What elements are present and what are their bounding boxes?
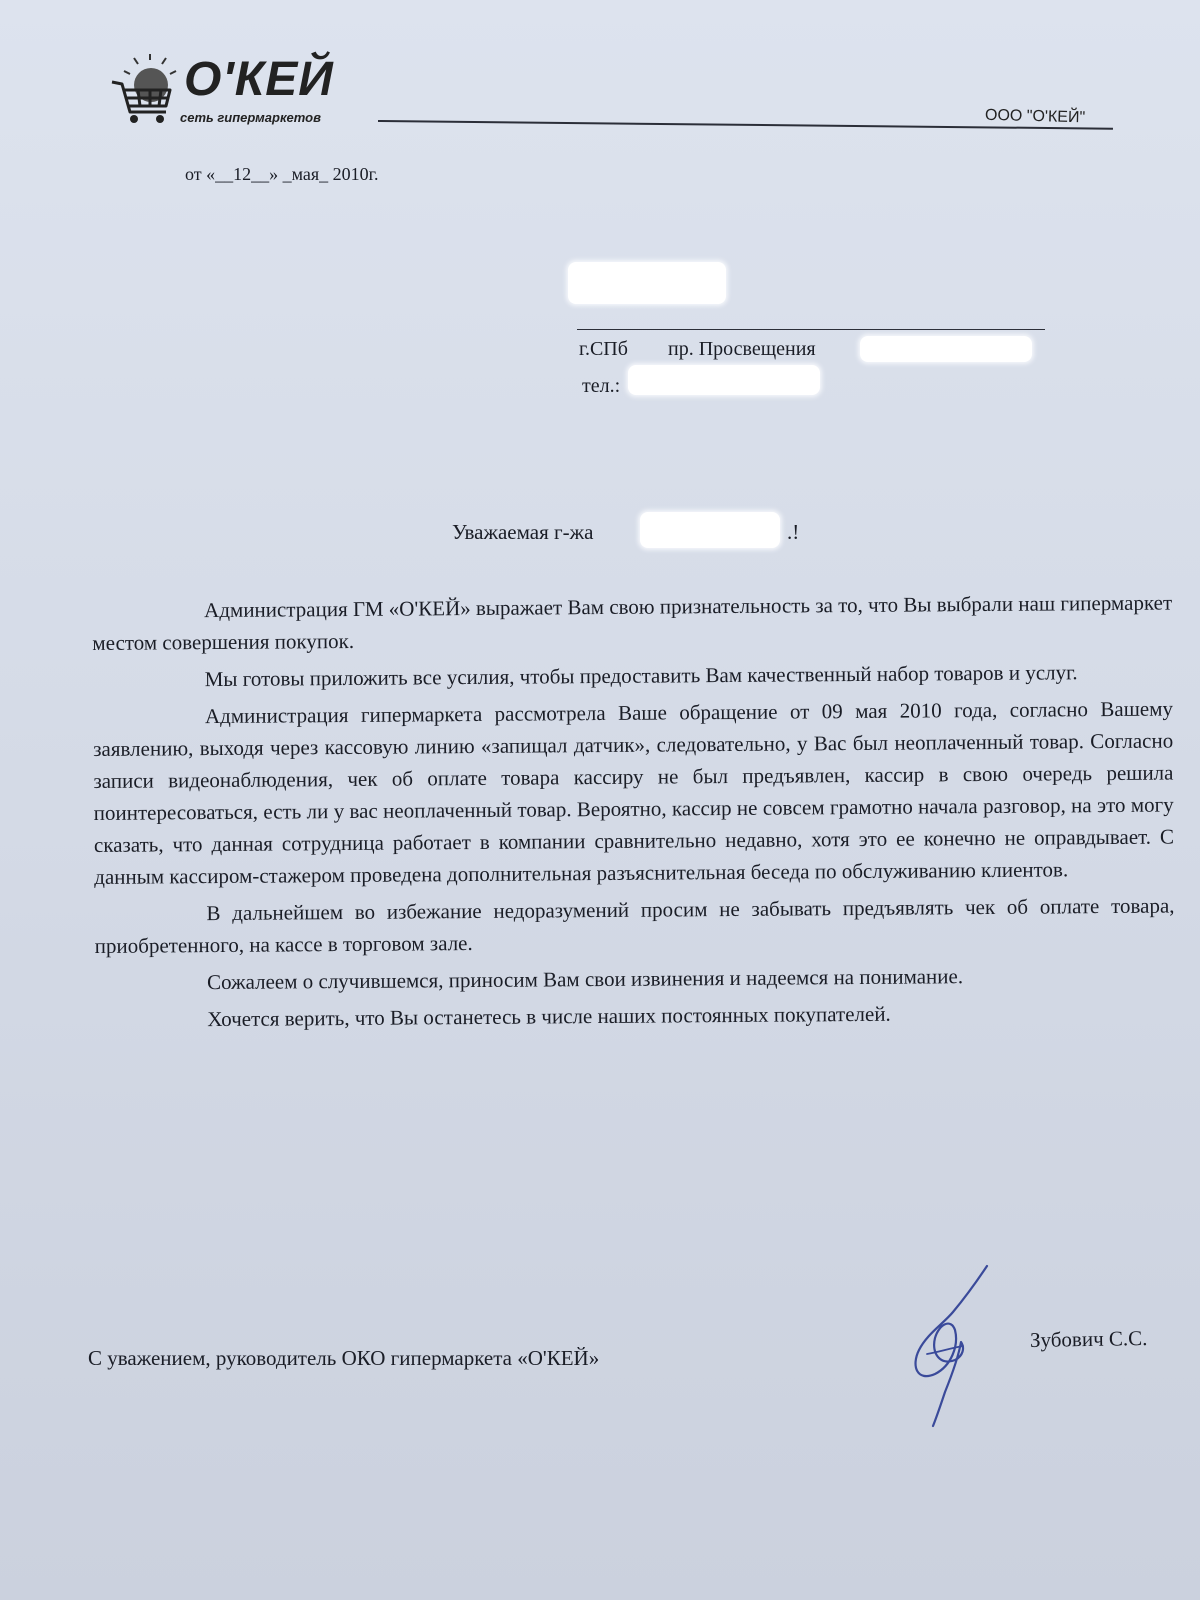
redacted-phone xyxy=(628,365,820,395)
logo-name: О'КЕЙ xyxy=(184,53,334,106)
letter-date: от «__12__» _мая_ 2010г. xyxy=(185,164,379,184)
body-paragraph: Мы готовы приложить все усилия, чтобы предоставить Вам качественный набор товаров и услуг. xyxy=(204,660,1078,692)
letter-body xyxy=(92,587,1175,1041)
greeting-end: .! xyxy=(787,520,800,544)
address-street: пр. Просвещения xyxy=(668,338,816,360)
greeting: Уважаемая г-жа xyxy=(452,520,594,544)
address-city: г.СПб xyxy=(579,338,628,360)
body-paragraph: Администрация гипермаркета рассмотрела Ваше обращение от 09 мая 2010 года, согласно Вашему заявлению, выходя через кассовую линию «запищал датчик», следовательно, у Вас был неоплаченный товар. Согласно записи видеонаблюдения, чек об оплате товара кассиру не был предъявлен, кассир в свою очередь решила поинтересоваться, есть ли у вас неоплаченный товар. Вероятно, кассир не совсем грамотно начала разговор, на это могу сказать, что данная сотрудница работает в компании сравнительно недавно, хотя это ее конечно не оправдывает. С данным кассиром-стажером проведена дополнительная разъяснительная беседа по обслуживанию клиентов. xyxy=(93,696,1175,889)
body-paragraph: Администрация ГМ «О'КЕЙ» выражает Вам свою признательность за то, что Вы выбрали наш гипермаркет местом совершения покупок. xyxy=(92,590,1173,655)
handwritten-signature xyxy=(905,1262,1025,1432)
body-paragraph: Сожалеем о случившемся, приносим Вам свои извинения и надеемся на понимание. xyxy=(206,964,964,995)
shopping-cart-logo-icon xyxy=(110,54,182,126)
body-paragraph: Хочется верить, что Вы останетесь в числе наших постоянных покупателей. xyxy=(207,1001,891,1032)
phone-label: тел.: xyxy=(582,375,621,397)
redacted-recipient-name xyxy=(568,262,726,304)
redacted-house-number xyxy=(860,336,1032,362)
body-paragraph: В дальнейшем во избежание недоразумений просим не забывать предъявлять чек об оплате товара, приобретенного, на кассе в торговом зале. xyxy=(94,893,1175,958)
logo-tagline: сеть гипермаркетов xyxy=(180,110,321,125)
closing-line: С уважением, руководитель ОКО гипермаркета «О'КЕЙ» xyxy=(88,1346,600,1370)
company-name: ООО "О'КЕЙ" xyxy=(984,106,1086,127)
address-divider xyxy=(577,329,1045,330)
company-logo xyxy=(110,54,370,126)
signer-name: Зубович С.С. xyxy=(1029,1325,1148,1353)
redacted-surname xyxy=(640,512,780,548)
